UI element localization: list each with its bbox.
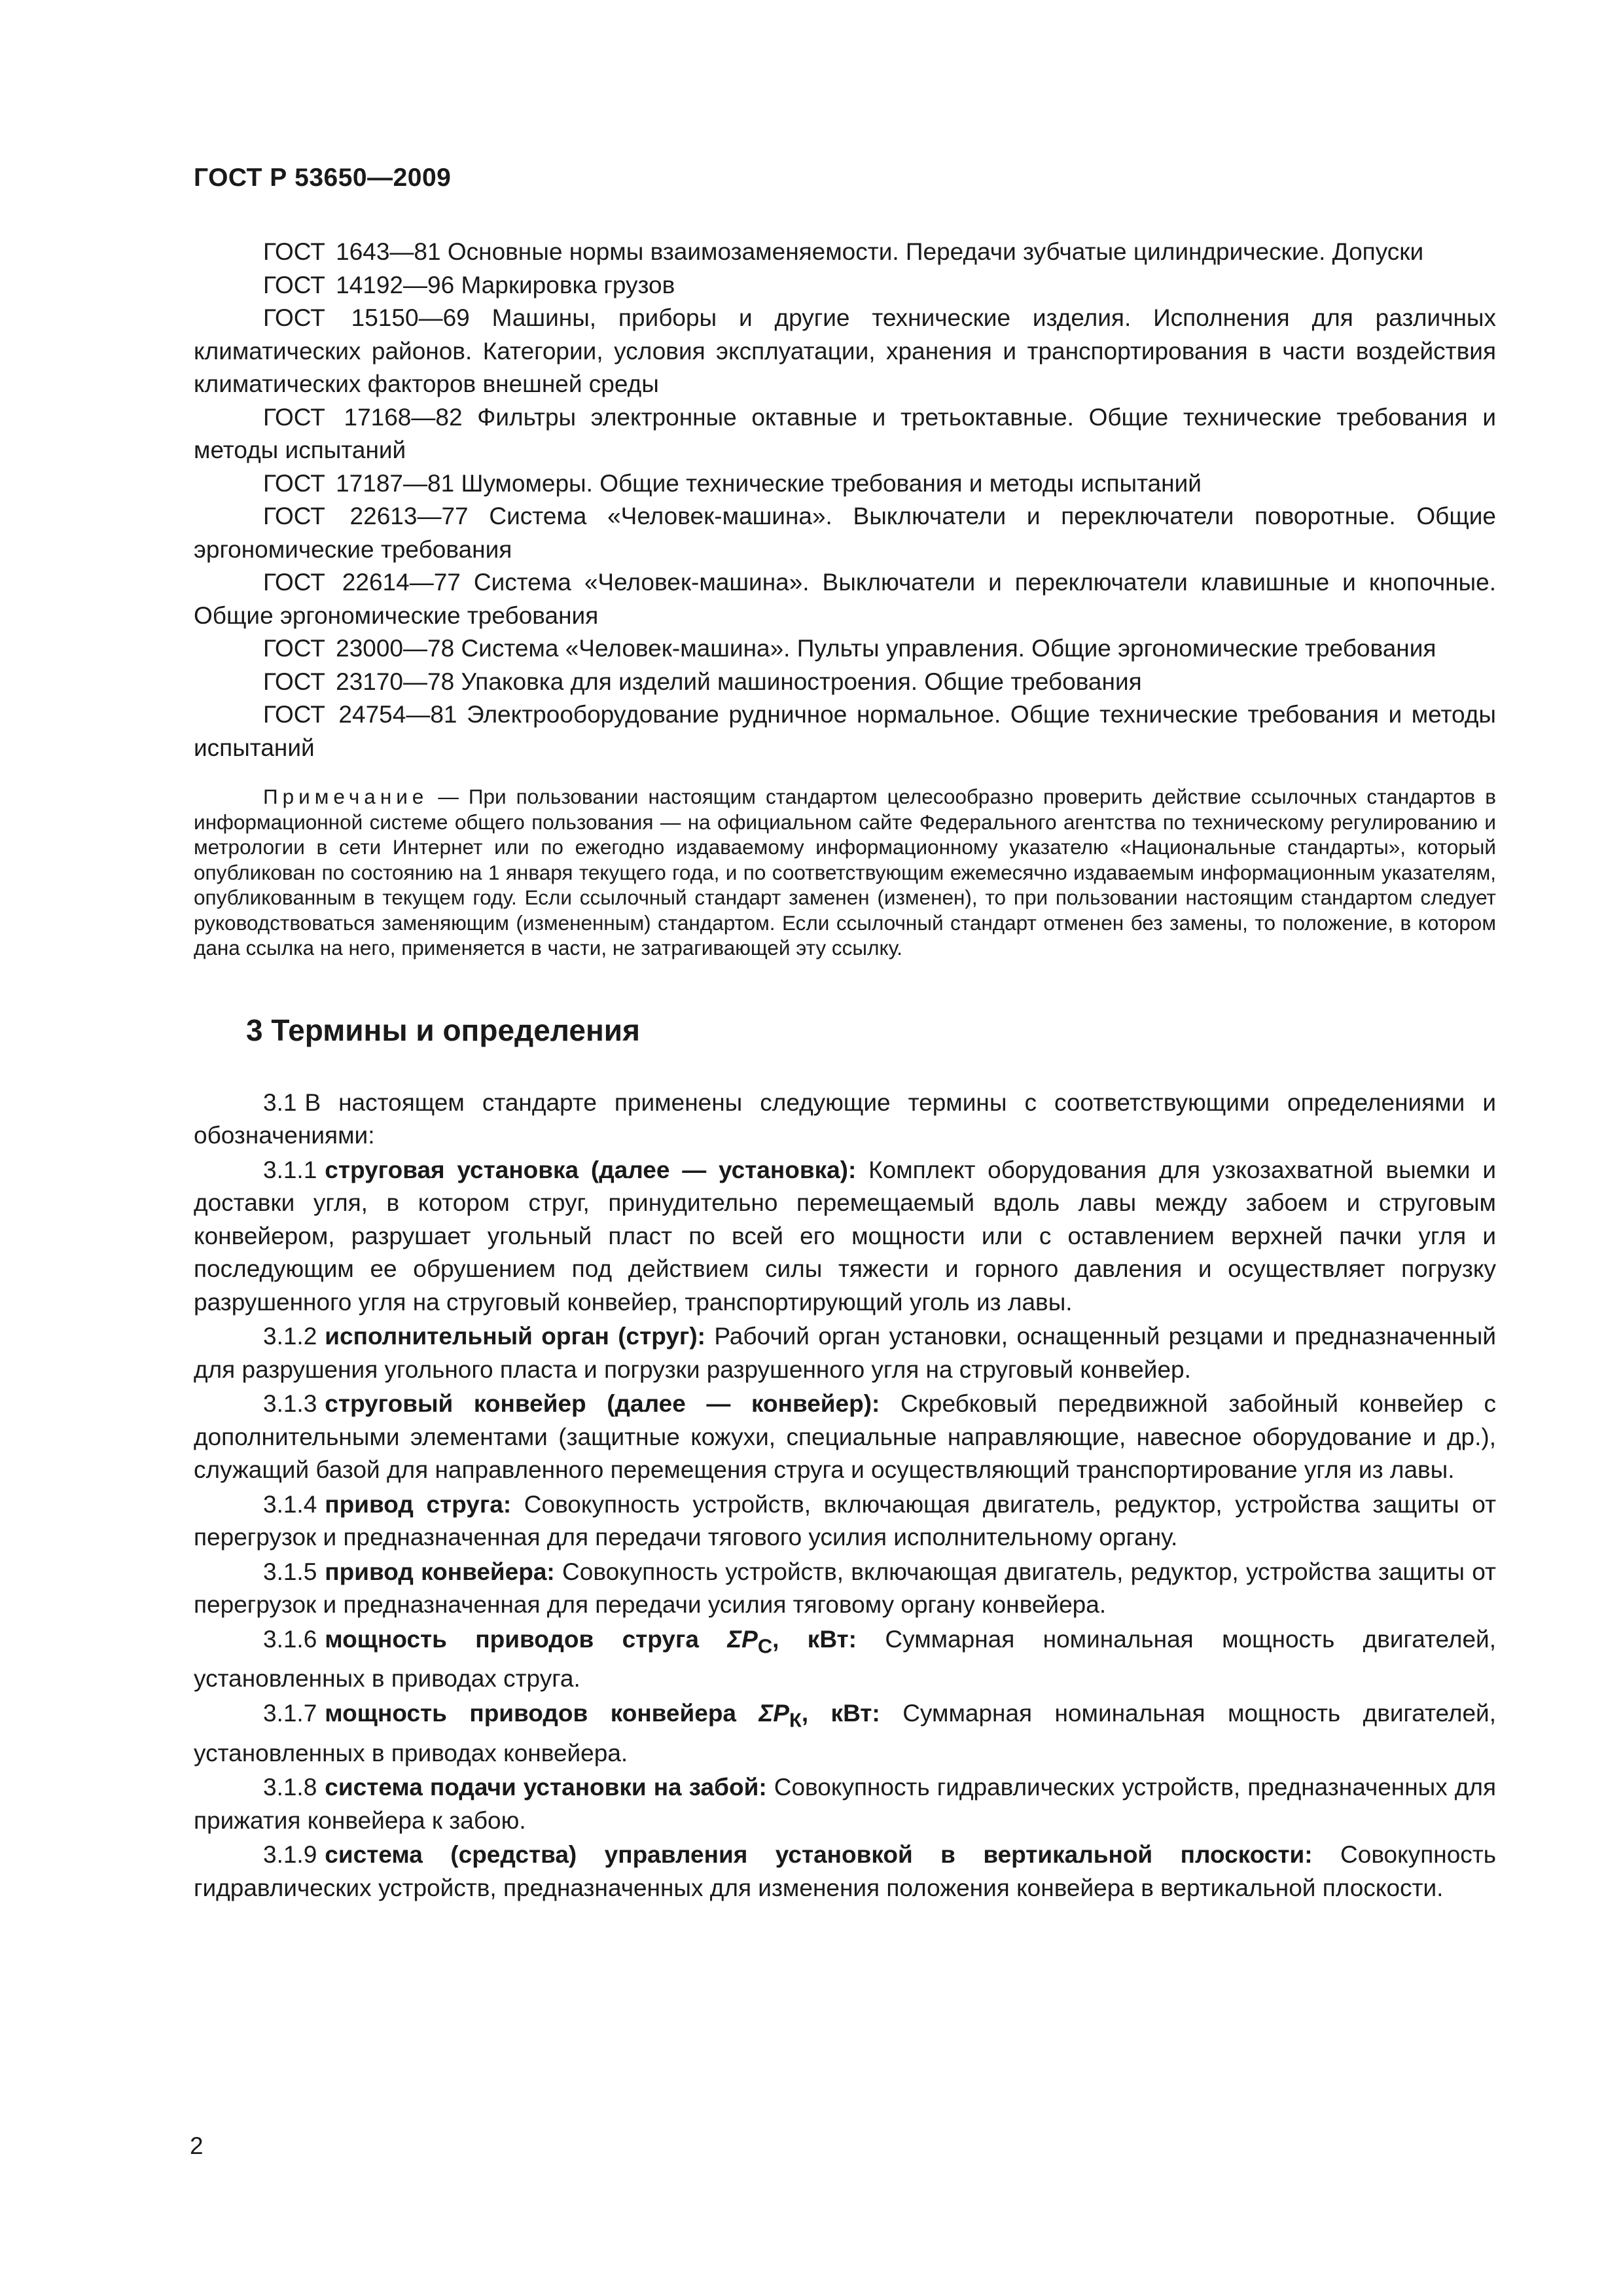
term-name: привод конвейера:	[325, 1558, 555, 1585]
term-item: 3.1.2 исполнительный орган (струг): Рабочий орган установки, оснащенный резцами и предназначенный для разрушения угольного пласта и погрузки разрушенного угля на струговый конвейер.	[194, 1323, 1497, 1383]
power-symbol: ΣP	[727, 1625, 758, 1653]
note-label: Примечание	[263, 785, 429, 808]
reference-item: ГОСТ 17168—82 Фильтры электронные октавные и третьоктавные. Общие технические требования и методы испытаний	[194, 403, 1497, 463]
running-header: ГОСТ Р 53650—2009	[194, 164, 452, 192]
term-item: 3.1.9 система (средства) управления установкой в вертикальной плоскости: Совокупность гидравлических устройств, предназначенных для изменения положения конвейера в вертикальной плоскости.	[194, 1841, 1497, 1901]
page-number: 2	[190, 2132, 204, 2159]
reference-item: ГОСТ 1643—81 Основные нормы взаимозаменяемости. Передачи зубчатые цилиндрические. Допуски	[263, 238, 1424, 265]
reference-item: ГОСТ 23170—78 Упаковка для изделий машиностроения. Общие требования	[263, 668, 1142, 695]
term-item: 3.1.7 мощность приводов конвейера $\Sigma P_К$, кВт: Суммарная номинальная мощность двигателей, установленных в приводах конвейера.	[194, 1699, 1497, 1767]
term-name: система подачи установки на забой:	[325, 1774, 767, 1801]
term-item: 3.1.1 струговая установка (далее — установка): Комплект оборудования для узкозахватной выемки и доставки угля, в котором струг, принудительно перемещаемый вдоль лавы между забоем и струговым конвейером, разрушает угольный пласт по всей его мощности или с оставлением верхней пачки угля и последующим ее обрушением под действием силы тяжести и горного давления и осуществляет погрузку разрушенного угля на струговый конвейер, транспортирующий уголь из лавы.	[194, 1156, 1496, 1316]
power-symbol: ΣP	[758, 1699, 789, 1727]
normative-references	[194, 236, 1496, 764]
term-name: струговая установка (далее — установка):	[325, 1156, 857, 1183]
term-item: 3.1.4 привод струга: Совокупность устройств, включающая двигатель, редуктор, устройства защиты от перегрузок и предназначенная для передачи тягового усилия исполнительному органу.	[194, 1490, 1497, 1551]
reference-item: ГОСТ 23000—78 Система «Человек-машина». Пульты управления. Общие эргономические требования	[263, 635, 1436, 662]
term-name: система (средства) управления установкой в вертикальной плоскости:	[325, 1841, 1313, 1869]
term-name: привод струга:	[325, 1490, 512, 1518]
term-item: 3.1.5 привод конвейера: Совокупность устройств, включающая двигатель, редуктор, устройства защиты от перегрузок и предназначенная для передачи усилия тяговому органу конвейера.	[194, 1558, 1496, 1618]
term-item: 3.1.3 струговый конвейер (далее — конвейер): Скребковый передвижной забойный конвейер с дополнительными элементами (защитные кожухи, специальные направляющие, навесное оборудование и др.), служащий базой для направленного перемещения струга и осуществляющий транспортирование угля из лавы.	[194, 1390, 1496, 1483]
term-item: 3.1.8 система подачи установки на забой: Совокупность гидравлических устройств, предназначенных для прижатия конвейера к забою.	[194, 1774, 1497, 1834]
terms-list	[194, 1086, 1496, 1905]
reference-item: ГОСТ 14192—96 Маркировка грузов	[263, 271, 675, 298]
reference-item: ГОСТ 15150—69 Машины, приборы и другие технические изделия. Исполнения для различных климатических районов. Категории, условия эксплуатации, хранения и транспортирования в части воздействия климатических факторов внешней среды	[194, 304, 1496, 397]
section-intro: 3.1 В настоящем стандарте применены следующие термины с соответствующими определениями и обозначениями:	[194, 1088, 1496, 1149]
note: Примечание — При пользовании настоящим стандартом целесообразно проверить действие ссылочных стандартов в информационной системе общего пользования — на официальном сайте Федерального агентства по техническому регулированию и метрологии в сети Интернет или по ежегодно издаваемому информационному указателю «Национальные стандарты», который опубликован по состоянию на 1 января текущего года, и по соответствующим ежемесячно издаваемым информационным указателям, опубликованным в текущем году. Если ссылочный стандарт заменен (изменен), то при пользовании настоящим стандартом следует руководствоваться заменяющим (измененным) стандартом. Если ссылочный стандарт отменен без замены, то положение, в котором дана ссылка на него, применяется в части, не затрагивающей эту ссылку.	[194, 785, 1496, 960]
reference-item: ГОСТ 22614—77 Система «Человек-машина». Выключатели и переключатели клавишные и кнопочные. Общие эргономические требования	[194, 569, 1496, 629]
term-name: мощность приводов струга $\Sigma P_С$, кВт:	[325, 1625, 857, 1657]
section-heading: 3 Термины и определения	[246, 1013, 640, 1047]
note-text: При пользовании настоящим стандартом целесообразно проверить действие ссылочных стандартов в информационной системе общего пользования — на официальном сайте Федерального агентства по техническому регулированию и метрологии в сети Интернет или по ежегодно издаваемому информационному указателю «Национальные стандарты», который опубликован по состоянию на 1 января текущего года, и по соответствующим ежемесячно издаваемым информационным указателям, опубликованным в текущем году. Если ссылочный стандарт заменен (изменен), то при пользовании настоящим стандартом следует руководствоваться заменяющим (измененным) стандартом. Если ссылочный стандарт отменен без замены, то положение, в котором дана ссылка на него, применяется в части, не затрагивающей эту ссылку.	[194, 785, 1496, 960]
term-name: мощность приводов конвейера $\Sigma P_К$, кВт:	[325, 1699, 880, 1732]
reference-item: ГОСТ 22613—77 Система «Человек-машина». Выключатели и переключатели поворотные. Общие эргономические требования	[194, 503, 1497, 563]
term-name: исполнительный орган (струг):	[325, 1323, 705, 1350]
term-item: 3.1.6 мощность приводов струга $\Sigma P_С$, кВт: Суммарная номинальная мощность двигателей, установленных в приводах струга.	[194, 1625, 1497, 1693]
page-body	[194, 236, 1496, 1906]
term-name: струговый конвейер (далее — конвейер):	[325, 1390, 880, 1417]
reference-item: ГОСТ 17187—81 Шумомеры. Общие технические требования и методы испытаний	[263, 469, 1202, 497]
reference-item: ГОСТ 24754—81 Электрооборудование рудничное нормальное. Общие технические требования и методы испытаний	[194, 701, 1497, 761]
